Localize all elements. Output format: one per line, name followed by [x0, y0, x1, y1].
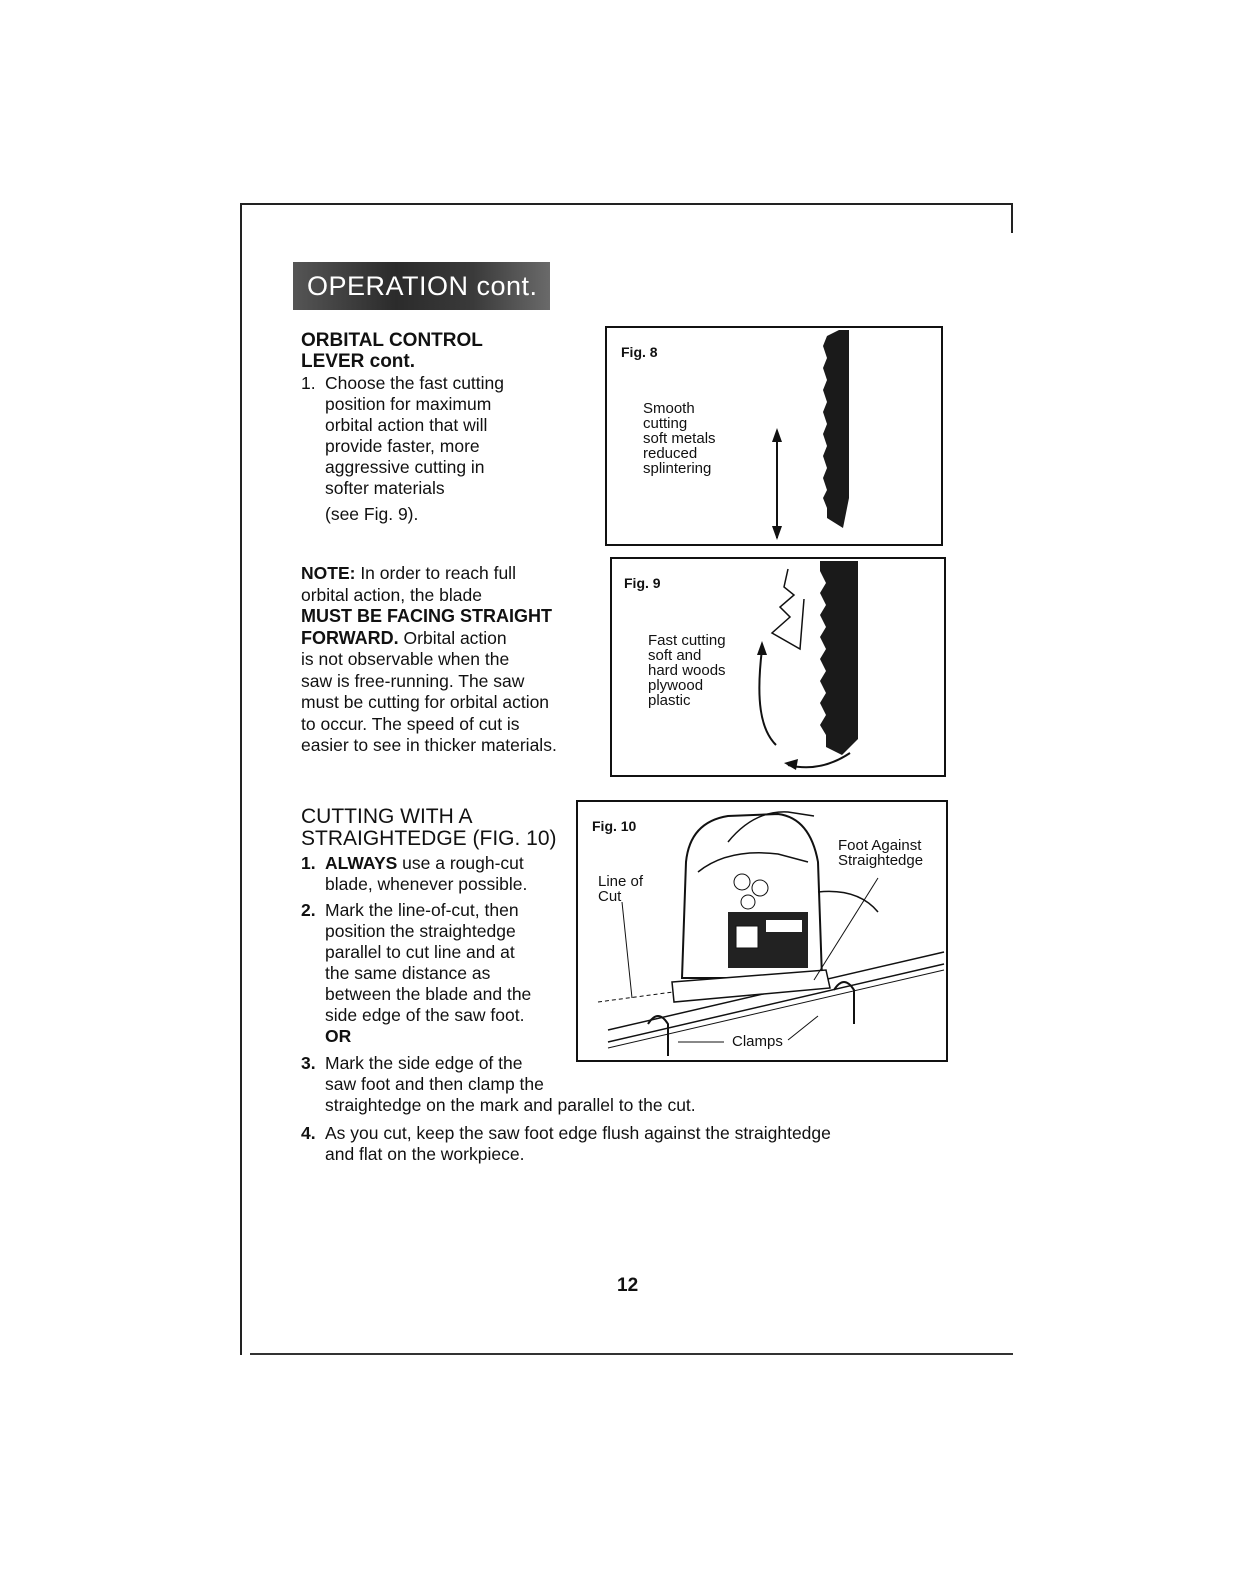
item-number: 3. — [301, 1053, 316, 1073]
text-line: softer materials — [325, 478, 445, 498]
saw-blade-orbital-illustration — [742, 559, 944, 775]
text-line: orbital action that will — [325, 415, 488, 435]
note-line: saw is free-running. The saw — [301, 670, 525, 691]
caption-line: Fast cutting — [648, 632, 726, 649]
note-label: NOTE: — [301, 563, 356, 583]
caption-line: reduced — [643, 445, 698, 462]
caption-line: cutting — [643, 415, 688, 432]
caption-line: plywood — [648, 677, 704, 694]
text-line: and flat on the workpiece. — [325, 1144, 525, 1164]
orbital-heading-line1: ORBITAL CONTROL — [301, 330, 483, 351]
orbital-item-1 — [301, 373, 581, 533]
note-emphasis-1: MUST BE FACING STRAIGHT — [301, 606, 552, 626]
figure-8 — [605, 326, 943, 546]
figure-caption — [643, 401, 716, 476]
note-line: easier to see in thicker materials. — [301, 735, 557, 755]
straightedge-heading-line1: CUTTING WITH A — [301, 805, 473, 828]
note-line: to occur. The speed of cut is — [301, 713, 520, 734]
text-line: position for maximum — [325, 394, 492, 414]
text-line: As you cut, keep the saw foot edge flush against the straightedge — [325, 1123, 831, 1143]
note-line-1 — [301, 563, 601, 585]
item-number: 1. — [301, 853, 316, 873]
section-banner: OPERATION cont. — [293, 262, 550, 310]
always-emphasis: ALWAYS — [325, 853, 398, 873]
caption-line: Line of — [598, 873, 644, 890]
text-line: Mark the line-of-cut, then — [325, 900, 519, 920]
caption-line: Foot Against — [838, 837, 922, 854]
saw-blade-straight-illustration — [757, 328, 941, 544]
text-line: provide faster, more — [325, 436, 480, 456]
note-block — [301, 563, 601, 757]
page-number: 12 — [617, 1275, 639, 1296]
orbital-control-section — [301, 330, 483, 372]
straightedge-section — [301, 806, 557, 850]
text-line: the same distance as — [325, 963, 491, 983]
note-line-2: orbital action, the blade — [301, 584, 482, 605]
note-line-3 — [301, 628, 601, 650]
note-text: Orbital action — [398, 627, 507, 648]
text-line: (see Fig. 9). — [325, 504, 419, 524]
figure-label: Fig. 8 — [621, 344, 658, 360]
frame-top-border — [240, 203, 1013, 205]
caption-line: plastic — [648, 692, 691, 709]
clamps-label: Clamps — [732, 1033, 783, 1050]
text-line: Choose the fast cutting — [325, 373, 504, 393]
figure-label: Fig. 10 — [592, 818, 637, 834]
text-line: aggressive cutting in — [325, 457, 485, 477]
figure-caption — [648, 633, 726, 708]
jigsaw-straightedge-illustration — [578, 802, 946, 1060]
caption-line: Straightedge — [838, 852, 924, 869]
item-number: 4. — [301, 1123, 316, 1143]
figure-label: Fig. 9 — [624, 575, 661, 591]
text-line: side edge of the saw foot. — [325, 1005, 525, 1025]
figure-9 — [610, 557, 946, 777]
text-line: straightedge on the mark and parallel to the cut. — [325, 1095, 696, 1115]
frame-right-border — [1011, 203, 1013, 233]
caption-line: soft metals — [643, 430, 716, 447]
caption-line: Cut — [598, 888, 622, 905]
text-line: position the straightedge — [325, 921, 516, 941]
item-number: 1. — [301, 373, 316, 393]
caption-line: soft and — [648, 647, 702, 664]
caption-line: splintering — [643, 460, 712, 477]
figure-10 — [576, 800, 948, 1062]
or-separator: OR — [325, 1026, 352, 1046]
text-line: saw foot and then clamp the — [325, 1074, 544, 1094]
item-number: 2. — [301, 900, 316, 920]
text-line: Mark the side edge of the — [325, 1053, 523, 1073]
step-text: use a rough-cut — [397, 853, 524, 873]
text-line: blade, whenever possible. — [325, 874, 528, 894]
orbital-heading-line2: LEVER cont. — [301, 351, 416, 372]
caption-line: Smooth — [643, 400, 695, 417]
step-1-line-1 — [325, 853, 524, 875]
note-emphasis-2: FORWARD. — [301, 627, 399, 648]
caption-line: hard woods — [648, 662, 726, 679]
frame-bottom-border — [250, 1353, 1013, 1355]
frame-left-border — [240, 203, 242, 1355]
straightedge-heading-line2: STRAIGHTEDGE (FIG. 10) — [301, 827, 557, 850]
text-line: between the blade and the — [325, 984, 532, 1004]
text-line: parallel to cut line and at — [325, 942, 515, 962]
note-line: is not observable when the — [301, 649, 510, 669]
note-text: In order to reach full — [355, 563, 516, 583]
note-line: must be cutting for orbital action — [301, 692, 550, 712]
